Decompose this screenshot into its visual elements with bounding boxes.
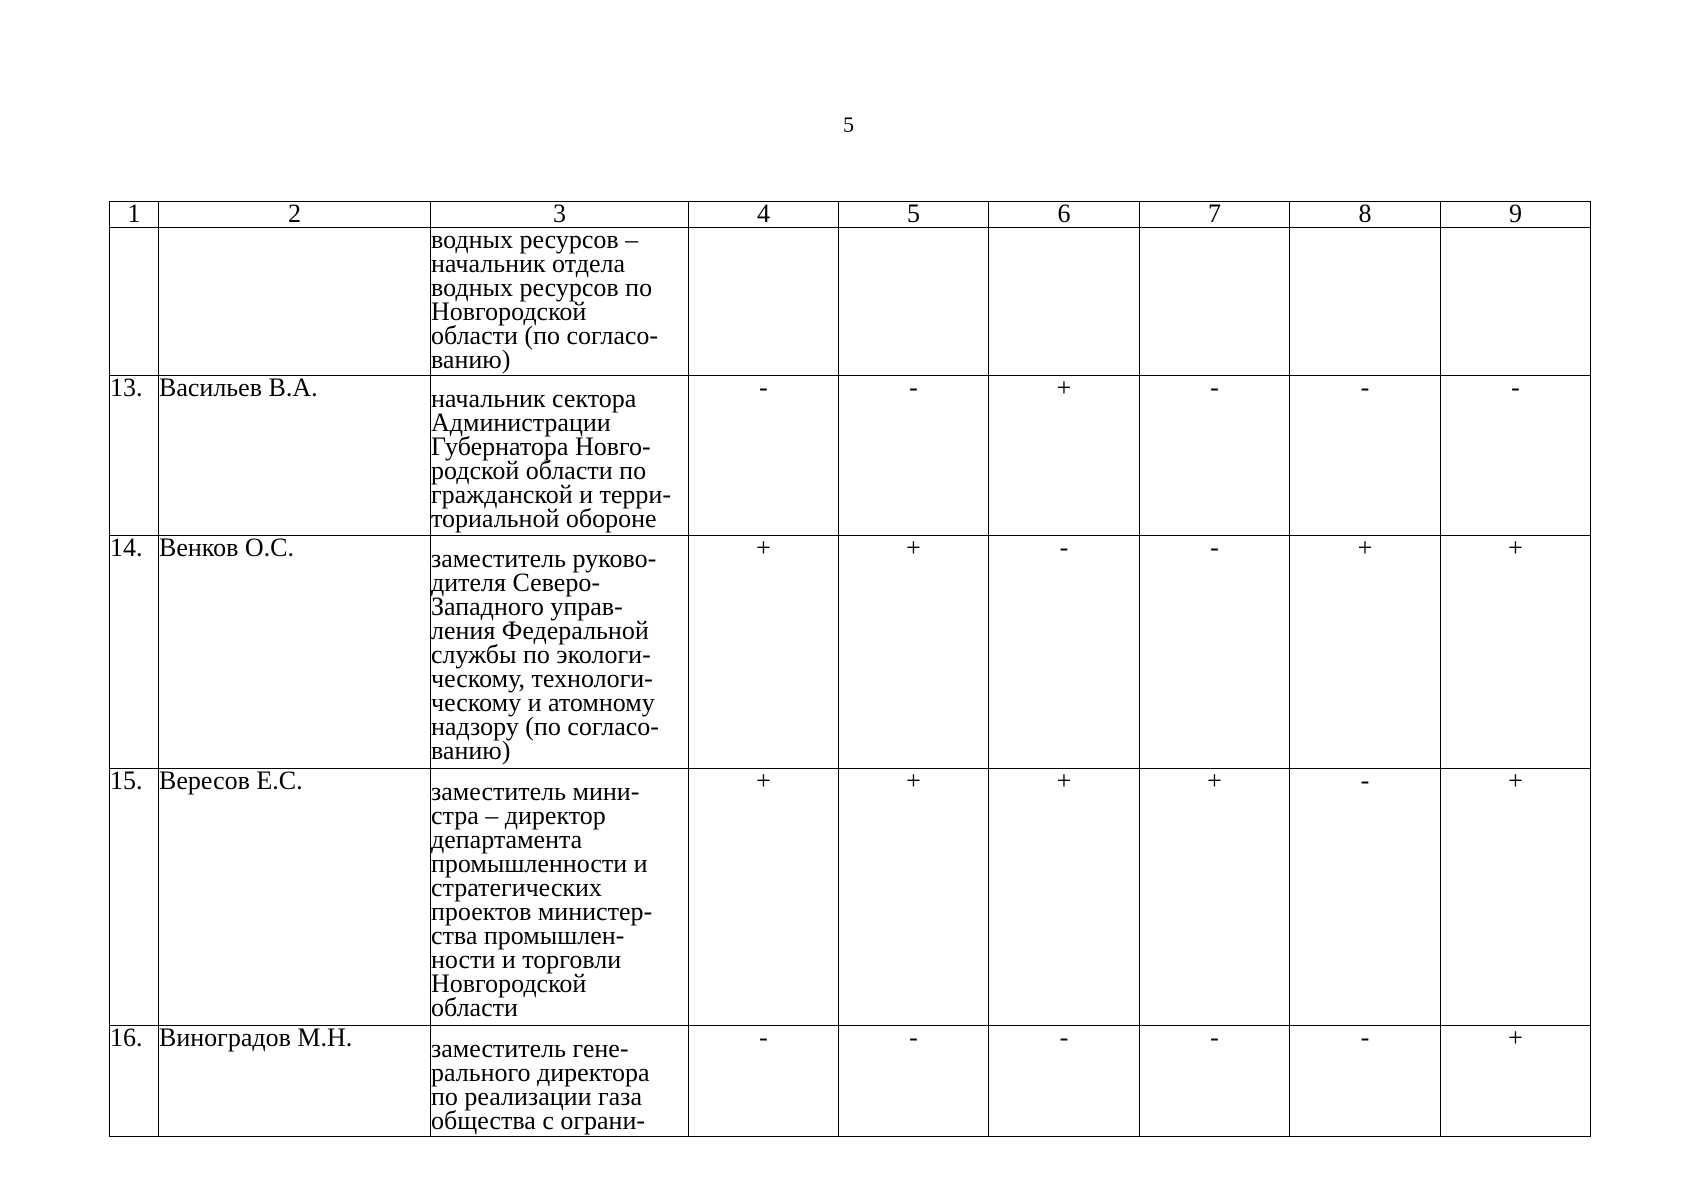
table-row <box>110 1026 1591 1137</box>
mark-col-8: - <box>1290 1026 1441 1137</box>
position-line: ванию) <box>431 345 511 374</box>
position-line: службы по экологи- <box>431 640 651 669</box>
position-line: Западного управ- <box>431 592 623 621</box>
position-line: ности и торговли <box>431 945 622 974</box>
position-line: начальник отдела <box>431 249 626 278</box>
table-header-row <box>110 202 1591 228</box>
member-position <box>431 376 689 536</box>
position-line: водных ресурсов по <box>431 273 653 302</box>
mark-col-6 <box>989 228 1140 376</box>
position-line: начальник сектора <box>431 384 637 413</box>
position-text <box>431 536 688 763</box>
position-line: Администрации <box>431 408 611 437</box>
position-line: области <box>431 993 518 1022</box>
position-line: заместитель гене- <box>431 1034 629 1063</box>
position-line: ческому и атомному <box>431 688 655 717</box>
header-cell-9: 9 <box>1441 202 1591 228</box>
header-cell-3: 3 <box>431 202 689 228</box>
position-text <box>431 376 688 531</box>
member-name: Виноградов М.Н. <box>159 1026 431 1137</box>
position-line: ческому, технологи- <box>431 664 653 693</box>
mark-col-9 <box>1441 228 1591 376</box>
mark-col-5: - <box>839 1026 989 1137</box>
mark-col-7: - <box>1140 536 1290 769</box>
mark-col-7: - <box>1140 1026 1290 1137</box>
position-line: гражданской и терри- <box>431 480 672 509</box>
mark-col-5: + <box>839 769 989 1026</box>
mark-col-5 <box>839 228 989 376</box>
position-line: ства промышлен- <box>431 921 625 950</box>
header-cell-5: 5 <box>839 202 989 228</box>
position-line: надзору (по согласо- <box>431 712 659 741</box>
member-position <box>431 536 689 769</box>
member-position <box>431 1026 689 1137</box>
row-number: 16. <box>110 1026 159 1137</box>
mark-col-7: - <box>1140 376 1290 536</box>
position-line: промышленности и <box>431 849 648 878</box>
position-line: стра – директор <box>431 801 606 830</box>
mark-col-6: - <box>989 536 1140 769</box>
position-line: водных ресурсов – <box>431 225 639 254</box>
mark-col-8 <box>1290 228 1441 376</box>
header-cell-6: 6 <box>989 202 1140 228</box>
table-row <box>110 376 1591 536</box>
position-line: ториальной обороне <box>431 504 657 533</box>
row-number: 13. <box>110 376 159 536</box>
position-line: департамента <box>431 825 583 854</box>
member-name: Васильев В.А. <box>159 376 431 536</box>
row-number <box>110 228 159 376</box>
mark-col-9: - <box>1441 376 1591 536</box>
members-table <box>109 201 1591 1137</box>
position-line: родской области по <box>431 456 647 485</box>
row-number: 14. <box>110 536 159 769</box>
position-line: Губернатора Новго- <box>431 432 651 461</box>
mark-col-9: + <box>1441 536 1591 769</box>
position-line: области (по согласо- <box>431 321 659 350</box>
mark-col-5: - <box>839 376 989 536</box>
table-row <box>110 228 1591 376</box>
position-line: Новгородской <box>431 969 587 998</box>
position-line: ления Федеральной <box>431 616 649 645</box>
position-line: заместитель мини- <box>431 777 640 806</box>
mark-col-8: + <box>1290 536 1441 769</box>
position-line: ванию) <box>431 736 511 765</box>
position-text <box>431 225 688 374</box>
mark-col-4: - <box>689 376 839 536</box>
table-row <box>110 536 1591 769</box>
header-cell-7: 7 <box>1140 202 1290 228</box>
header-cell-2: 2 <box>159 202 431 228</box>
position-line: рального директора <box>431 1058 650 1087</box>
position-line: заместитель руково- <box>431 544 657 573</box>
mark-col-8: - <box>1290 376 1441 536</box>
position-line: Новгородской <box>431 297 587 326</box>
mark-col-9: + <box>1441 1026 1591 1137</box>
header-cell-1: 1 <box>110 202 159 228</box>
mark-col-7 <box>1140 228 1290 376</box>
position-line: проектов министер- <box>431 897 653 926</box>
position-line: стратегических <box>431 873 602 902</box>
position-text <box>431 769 688 1020</box>
mark-col-4: - <box>689 1026 839 1137</box>
member-position <box>431 769 689 1026</box>
member-name <box>159 228 431 376</box>
position-line: общества с ограни- <box>431 1106 646 1135</box>
member-name: Венков О.С. <box>159 536 431 769</box>
member-name: Вересов Е.С. <box>159 769 431 1026</box>
page-number: 5 <box>843 112 854 137</box>
member-position <box>431 225 689 376</box>
position-text <box>431 1026 688 1133</box>
header-cell-4: 4 <box>689 202 839 228</box>
mark-col-6: - <box>989 1026 1140 1137</box>
mark-col-9: + <box>1441 769 1591 1026</box>
mark-col-4: + <box>689 536 839 769</box>
mark-col-6: + <box>989 376 1140 536</box>
position-line: дителя Северо- <box>431 568 600 597</box>
mark-col-6: + <box>989 769 1140 1026</box>
row-number: 15. <box>110 769 159 1026</box>
table-row <box>110 769 1591 1026</box>
mark-col-7: + <box>1140 769 1290 1026</box>
mark-col-8: - <box>1290 769 1441 1026</box>
mark-col-4: + <box>689 769 839 1026</box>
position-line: по реализации газа <box>431 1082 642 1111</box>
header-cell-8: 8 <box>1290 202 1441 228</box>
mark-col-5: + <box>839 536 989 769</box>
mark-col-4 <box>689 228 839 376</box>
